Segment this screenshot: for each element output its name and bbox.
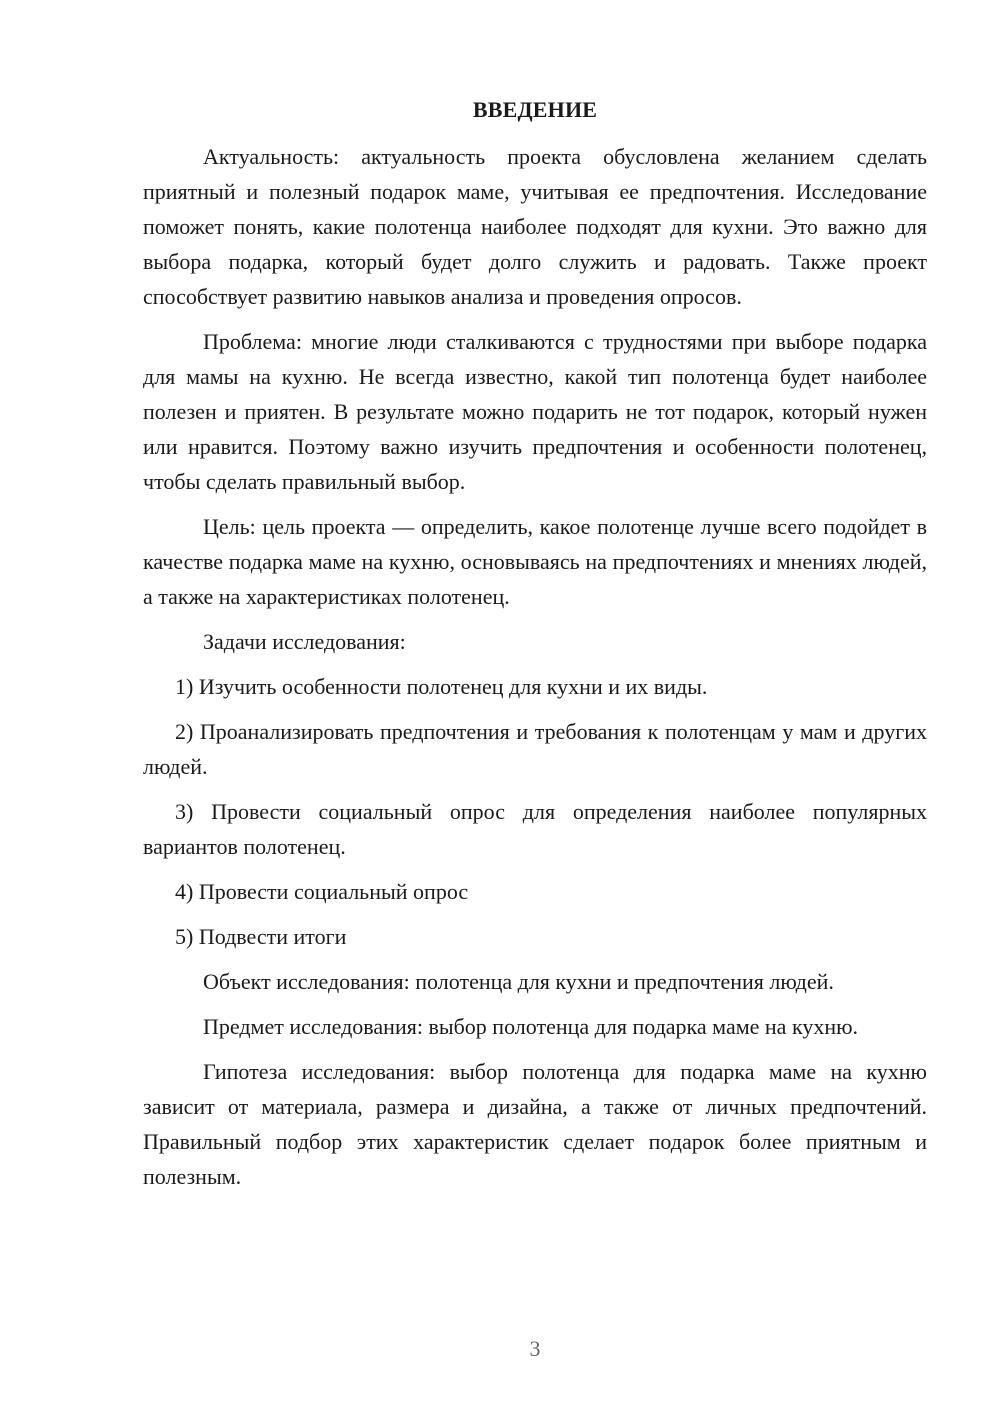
task-item-1: 1) Изучить особенности полотенец для кухни и их виды. (175, 674, 708, 699)
paragraph-hypothesis: Гипотеза исследования: выбор полотенца для подарка маме на кухню зависит от материала, размера и дизайна, а также от личных предпочтений. Правильный подбор этих характеристик сделает подарок более приятным и полезным. (143, 1059, 927, 1189)
page-number: 3 (529, 1336, 541, 1361)
task-item-2: 2) Проанализировать предпочтения и требования к полотенцам у мам и других людей. (143, 719, 927, 779)
task-item-3: 3) Провести социальный опрос для определения наиболее популярных вариантов полотенец. (143, 799, 927, 859)
paragraph-relevance: Актуальность: актуальность проекта обусловлена желанием сделать приятный и полезный подарок маме, учитывая ее предпочтения. Исследование поможет понять, какие полотенца наиболее подходят для кухни. Это важно для выбора подарка, который будет долго служить и радовать. Также проект способствует развитию навыков анализа и проведения опросов. (143, 144, 927, 309)
page-content (143, 92, 927, 1204)
paragraph-subject: Предмет исследования: выбор полотенца для подарка маме на кухню. (203, 1014, 859, 1039)
task-item-4: 4) Провести социальный опрос (175, 879, 469, 904)
paragraph-object: Объект исследования: полотенца для кухни и предпочтения людей. (203, 969, 834, 994)
tasks-list (143, 669, 927, 954)
task-item-5: 5) Подвести итоги (175, 924, 347, 949)
paragraph-problem: Проблема: многие люди сталкиваются с трудностями при выборе подарка для мамы на кухню. Не всегда известно, какой тип полотенца будет наиболее полезен и приятен. В результате можно подарить не тот подарок, который нужен или нравится. Поэтому важно изучить предпочтения и особенности полотенец, чтобы сделать правильный выбор. (143, 329, 927, 494)
section-title: ВВЕДЕНИЕ (472, 97, 598, 122)
tasks-heading: Задачи исследования: (203, 629, 406, 654)
paragraph-goal: Цель: цель проекта — определить, какое полотенце лучше всего подойдет в качестве подарка маме на кухню, основываясь на предпочтениях и мнениях людей, а также на характеристиках полотенец. (143, 514, 927, 609)
